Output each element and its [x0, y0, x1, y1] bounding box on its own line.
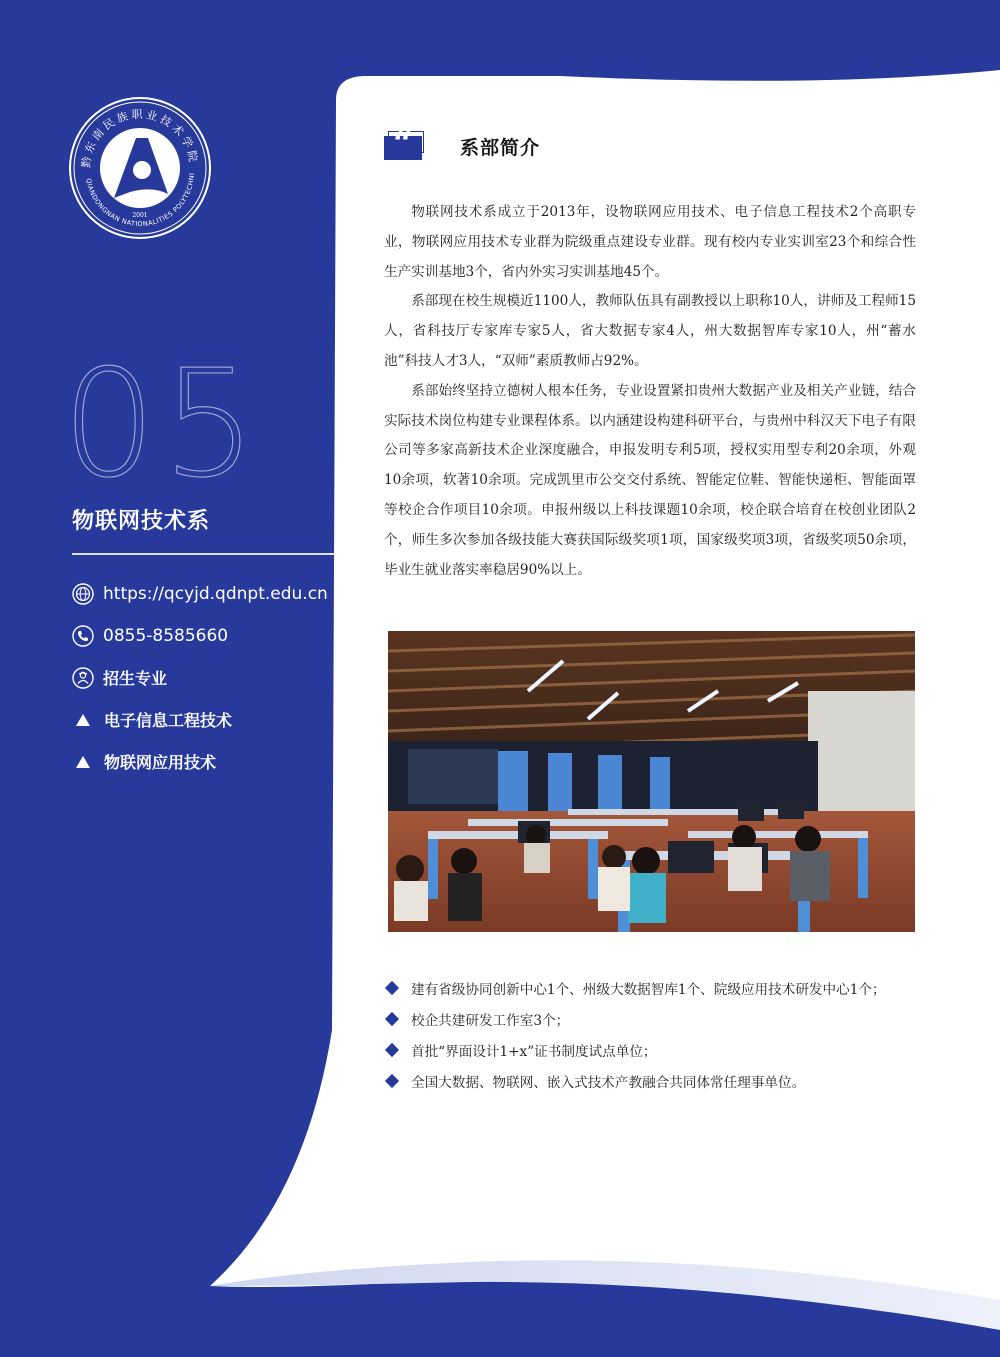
list-item-text: 校企共建研发工作室3个； [411, 1012, 570, 1029]
globe-icon [72, 583, 94, 605]
section-title: 系部简介 [460, 136, 541, 159]
website-row[interactable] [72, 583, 328, 605]
admission-row [72, 666, 167, 689]
admission-label: 招生专业 [103, 669, 168, 688]
triangle-icon [76, 756, 90, 768]
section-header [384, 124, 541, 164]
paragraph: 系部始终坚持立德树人根本任务，专业设置紧扣贵州大数据产业及相关产业链，结合实际技术岗位构建专业课程体系。以内涵建设构建科研平台，与贵州中科汉天下电子有限公司等多家高新技术企业深度融合，申报发明专利5项，授权实用型专利20余项，外观10余项，软著10余项。完成凯里市公交交付系统、智能定位鞋、智能快递柜、智能面罩等校企合作项目10余项。申报州级以上科技课题10余项，校企联合培育在校创业团队2个，师生多次参加各级技能大赛获国际级奖项1项，国家级奖项3项，省级奖项50余项，毕业生就业落实率稳居90%以上。 [384, 382, 916, 578]
list-item [384, 1065, 944, 1096]
phone-row [72, 625, 228, 647]
quote-icon [384, 124, 424, 164]
major-item [72, 708, 232, 731]
svg-text:2001: 2001 [132, 212, 148, 219]
department-title: 物联网技术系 [72, 509, 211, 534]
paragraph: 系部现在校生规模近1100人，教师队伍具有副教授以上职称10人，讲师及工程师15人，省科技厅专家库专家5人，省大数据专家4人，州大数据智库专家10人，州“蓄水池”科技人才3人，“双师”素质教师占92%。 [384, 293, 916, 369]
lab-photo [388, 631, 915, 932]
divider [72, 553, 336, 555]
phone-icon [72, 625, 94, 647]
diamond-icon [385, 1011, 399, 1025]
chapter-number: 05 [62, 338, 263, 510]
list-item-text: 首批“界面设计1+x”证书制度试点单位； [411, 1043, 657, 1060]
page-number [55, 1287, 124, 1312]
diamond-icon [385, 1042, 399, 1056]
major-item [72, 750, 216, 773]
graduate-icon [72, 667, 94, 689]
list-item [384, 1003, 944, 1034]
quote-mark: “ [393, 124, 413, 164]
achievement-list [384, 972, 944, 1096]
diamond-icon [385, 1073, 399, 1087]
page-marker-icon [55, 1290, 83, 1310]
triangle-icon [76, 714, 90, 726]
page-number-text: 23 [87, 1287, 124, 1312]
svg-text:QIANDONGNAN NATIONALITIES POLY: QIANDONGNAN NATIONALITIES POLYTECHNI [84, 172, 197, 228]
list-item [384, 972, 944, 1003]
school-logo [68, 96, 212, 240]
list-item [384, 1034, 944, 1065]
svg-text:黔东南民族职业技术学院: 黔东南民族职业技术学院 [79, 107, 201, 169]
intro-text [384, 198, 916, 585]
list-item-text: 建有省级协同创新中心1个、州级大数据智库1个、院级应用技术研发中心1个； [411, 981, 886, 998]
website-link[interactable]: https://qcyjd.qdnpt.edu.cn [103, 584, 328, 604]
phone-number: 0855-8585660 [103, 626, 229, 646]
major-name: 物联网应用技术 [104, 753, 217, 772]
major-name: 电子信息工程技术 [104, 711, 233, 730]
list-item-text: 全国大数据、物联网、嵌入式技术产教融合共同体常任理事单位。 [411, 1074, 806, 1091]
diamond-icon [385, 980, 399, 994]
paragraph: 物联网技术系成立于2013年，设物联网应用技术、电子信息工程技术2个高职专业，物联网应用技术专业群为院级重点建设专业群。现有校内专业实训室23个和综合性生产实训基地3个，省内外实习实训基地45个。 [384, 204, 916, 280]
